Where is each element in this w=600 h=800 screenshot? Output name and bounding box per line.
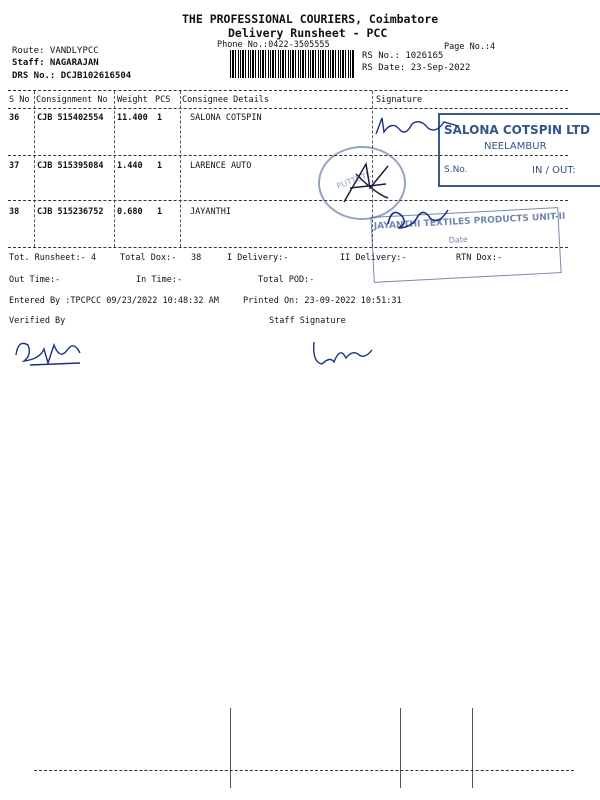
bottom-rule [34,770,574,771]
printed-on: Printed On: 23-09-2022 10:51:31 [243,296,402,306]
row-consignee: LARENCE AUTO [190,161,252,171]
in-time: In Time:- [136,275,183,285]
total-dox-value: 38 [191,253,202,263]
salona-stamp [438,113,600,187]
salona-stamp-sno: S.No. [444,165,468,175]
row-pcs: 1 [157,113,163,123]
col-consignee: Consignee Details [182,95,269,105]
verified-by-label: Verified By [9,316,66,326]
drs-number: DRS No.: DCJB102616504 [12,71,132,81]
header-bottom-rule [8,108,568,109]
col-divider [34,91,35,247]
jayanthi-stamp-date: Date [448,234,469,245]
row-rule [8,200,568,201]
signature-row3 [382,198,452,238]
row-weight: 0.680 [117,207,143,217]
total-runsheet: Tot. Runsheet:- 4 [9,253,96,263]
col-sno: S No [9,95,30,105]
total-dox-label: Total Dox:- [120,253,177,263]
row-consignment: CJB 515395084 [37,161,104,171]
row-consignee: SALONA COTSPIN [190,113,262,123]
col-signature: Signature [376,95,423,105]
row-consignee: JAYANTHI [190,207,231,217]
verified-signature [10,325,90,375]
out-time: Out Time:- [9,275,61,285]
rs-number: RS No.: 1026165 [362,51,444,61]
header-top-rule [8,90,568,91]
round-stamp-text: PUTTUTL [335,170,372,191]
staff-signature [308,332,378,372]
staff-name: Staff: NAGARAJAN [12,58,99,68]
row-consignment: CJB 515236752 [37,207,104,217]
row-pcs: 1 [157,207,163,217]
barcode [230,50,355,78]
col-weight: Weight [117,95,148,105]
page-number: Page No.:4 [444,42,496,52]
staff-signature-label: Staff Signature [269,316,346,326]
salona-stamp-name: SALONA COTSPIN LTD [444,123,590,137]
col-pcs: PCS [155,95,171,105]
scan-line [472,708,473,788]
rtn-dox: RTN Dox:- [456,253,503,263]
jayanthi-stamp-name: JAYANTHI TEXTILES PRODUCTS UNIT-II [373,211,566,232]
col-consignment: Consignment No [36,95,108,105]
salona-stamp-inout: IN / OUT: [532,165,576,176]
scan-line [400,708,401,788]
row-weight: 1.440 [117,161,143,171]
rs-date: RS Date: 23-Sep-2022 [362,63,471,73]
phone-number: Phone No.:0422-3505555 [217,40,330,50]
row-sno: 37 [9,161,20,171]
salona-stamp-place: NEELAMBUR [484,141,547,152]
row-pcs: 1 [157,161,163,171]
col-divider [180,91,181,247]
row-sno: 36 [9,113,20,123]
total-pod: Total POD:- [258,275,315,285]
col-divider [114,91,115,247]
row-sno: 38 [9,207,20,217]
runsheet-title: Delivery Runsheet - PCC [228,26,388,40]
first-delivery: I Delivery:- [227,253,289,263]
company-title: THE PROFESSIONAL COURIERS, Coimbatore [182,12,439,26]
signature-row1 [372,112,462,142]
second-delivery: II Delivery:- [340,253,407,263]
route: Route: VANDLYPCC [12,46,99,56]
row-weight: 11.400 [117,113,148,123]
entered-by: Entered By :TPCPCC 09/23/2022 10:48:32 AM [9,296,219,306]
scan-line [230,708,231,788]
row-consignment: CJB 515402554 [37,113,104,123]
